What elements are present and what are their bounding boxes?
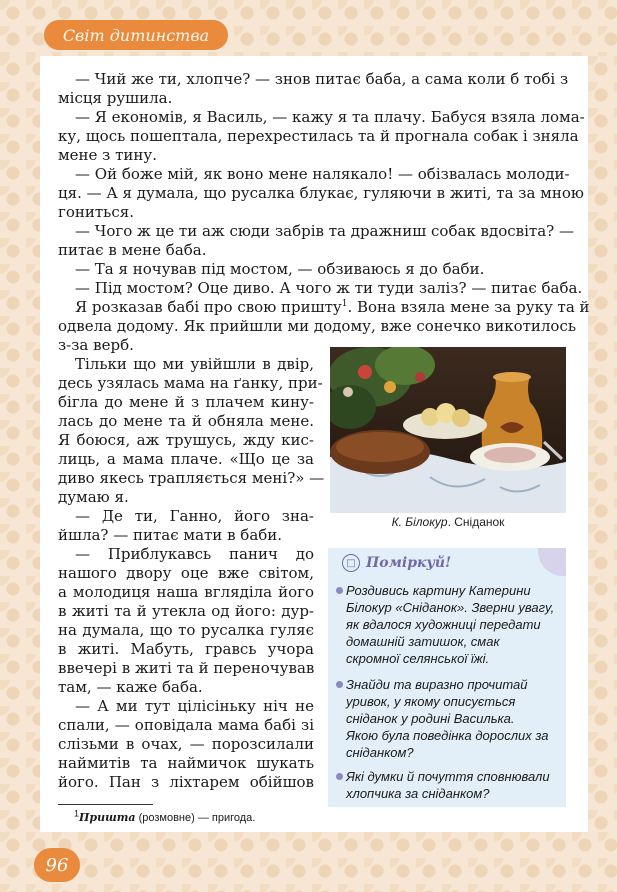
text-line: лась до мене та й обняла мене. <box>58 412 314 430</box>
text-line: диво якесь трапляється мені?» — <box>58 469 325 487</box>
text-line: мене з тину. <box>58 146 158 164</box>
page-ornament-right <box>588 56 617 832</box>
text-line: в житі та й утекла од його: дур- <box>58 602 314 620</box>
text-line: його. Пан з ліхтарем обійшов <box>58 773 314 791</box>
bullet-icon <box>336 587 343 594</box>
page-ornament-left <box>0 56 40 832</box>
text-line: — А ми тут цілісіньку ніч не <box>75 697 314 715</box>
text-line: слізьми в очах, — порозсилали <box>58 735 314 753</box>
footnote-definition: (розмовне) — пригода. <box>135 812 256 824</box>
footnote <box>74 808 256 824</box>
text-line: — Чий же ти, хлопче? — знов питає баба, а сама коли б тобі з <box>75 70 569 88</box>
section-title-tab <box>44 20 228 50</box>
text-line: йшла? — питає мати в баби. <box>58 526 283 544</box>
text-line: одвела додому. Як прийшли ми додому, вже сонечко викотилось <box>58 317 577 335</box>
box-corner-decoration <box>538 548 566 576</box>
caption-title: . Сніданок <box>447 515 505 529</box>
bullet-icon <box>336 681 343 688</box>
text-line: думаю я. <box>58 488 129 506</box>
text-line: бігла до мене й з плачем кину- <box>58 393 314 411</box>
text-line: ввечері в житі та й переночував <box>58 659 315 677</box>
text-line: в житі. Мабуть, гравсь учора <box>58 640 314 658</box>
text-line: Я боюся, аж трушусь, жду кис- <box>58 431 314 449</box>
painting-still-life <box>330 347 566 513</box>
text-line: місця рушила. <box>58 89 173 107</box>
text-line: — Ой боже мій, як воно мене налякало! — обізвалась молоди- <box>75 165 570 183</box>
painting-caption <box>330 515 566 529</box>
open-book-icon: □ <box>342 554 360 572</box>
painting-image <box>330 347 566 513</box>
section-title: Світ дитинства <box>62 25 210 45</box>
text-fragment: . Вона взяла мене за руку та й <box>347 298 590 316</box>
text-line: гониться. <box>58 203 134 221</box>
text-line: нашого двору оце вже світом, <box>58 564 314 582</box>
page-number-badge <box>34 848 80 882</box>
text-line: десь узялась мама на ґанку, при- <box>58 374 323 392</box>
text-line: — Приблукавсь панич до <box>75 545 314 563</box>
text-line: — Де ти, Ганно, його зна- <box>75 507 314 525</box>
page-number: 96 <box>45 854 69 876</box>
text-line: лиць, а мама плаче. «Що це за <box>58 450 314 468</box>
footnote-marker: 1 <box>341 299 348 309</box>
text-line: ку, щось пошептала, перехрестилась та й прогнала собак і зняла <box>58 127 579 145</box>
text-line: там, — каже баба. <box>58 678 203 696</box>
text-line: на думала, що то русалка гуляє <box>58 621 314 639</box>
footnote-number: 1 <box>74 808 80 819</box>
think-box-title: Поміркуй! <box>366 555 452 571</box>
text-line: спали, — оповідала мама бабі зі <box>58 716 314 734</box>
text-line: — Та я ночував під мостом, — обзиваюсь я до баби. <box>75 260 485 278</box>
text-line: — Я економів, я Василь, — кажу я та плачу. Бабуся взяла лома- <box>75 108 585 126</box>
text-line: питає в мене баба. <box>58 241 207 259</box>
caption-author: К. Білокур <box>391 515 448 529</box>
text-line-with-footnote <box>58 298 590 317</box>
page-ornament-bottom <box>0 832 617 892</box>
text-line: з-за верб. <box>58 336 134 354</box>
think-box: □ Поміркуй! Роздивись картину Катерини Білокур «Сніданок». Зверни увагу, як вдалося художниці передати домашній затишок, смак скромної селянської їжі. Знайди та виразно прочитай уривок, у якому описується сніданок у родині Василька. Якою була поведінка дорослих за сніданком? Які думки й почуття сповнювали хлопчика за сніданком? <box>328 548 566 807</box>
text-line: ця. — А я думала, що русалка блукає, гуляючи в житі, та за мною <box>58 184 584 202</box>
think-box-header <box>342 554 451 572</box>
bullet-icon <box>336 773 343 780</box>
footnote-term: Пришта <box>79 811 136 824</box>
text-fragment: Я розказав бабі про свою пришту <box>75 298 342 316</box>
text-line: — Під мостом? Оце диво. А чого ж ти туди заліз? — питає баба. <box>75 279 583 297</box>
footnote-divider <box>58 804 153 805</box>
text-line: — Чого ж це ти аж сюди забрів та дражниш собак вдосвіта? — <box>75 222 574 240</box>
text-line: а молодиця наша вгляділа його <box>58 583 314 601</box>
text-line: Тільки що ми увійшли в двір, <box>75 355 314 373</box>
text-line: наймитів та наймичок шукать <box>58 754 314 772</box>
